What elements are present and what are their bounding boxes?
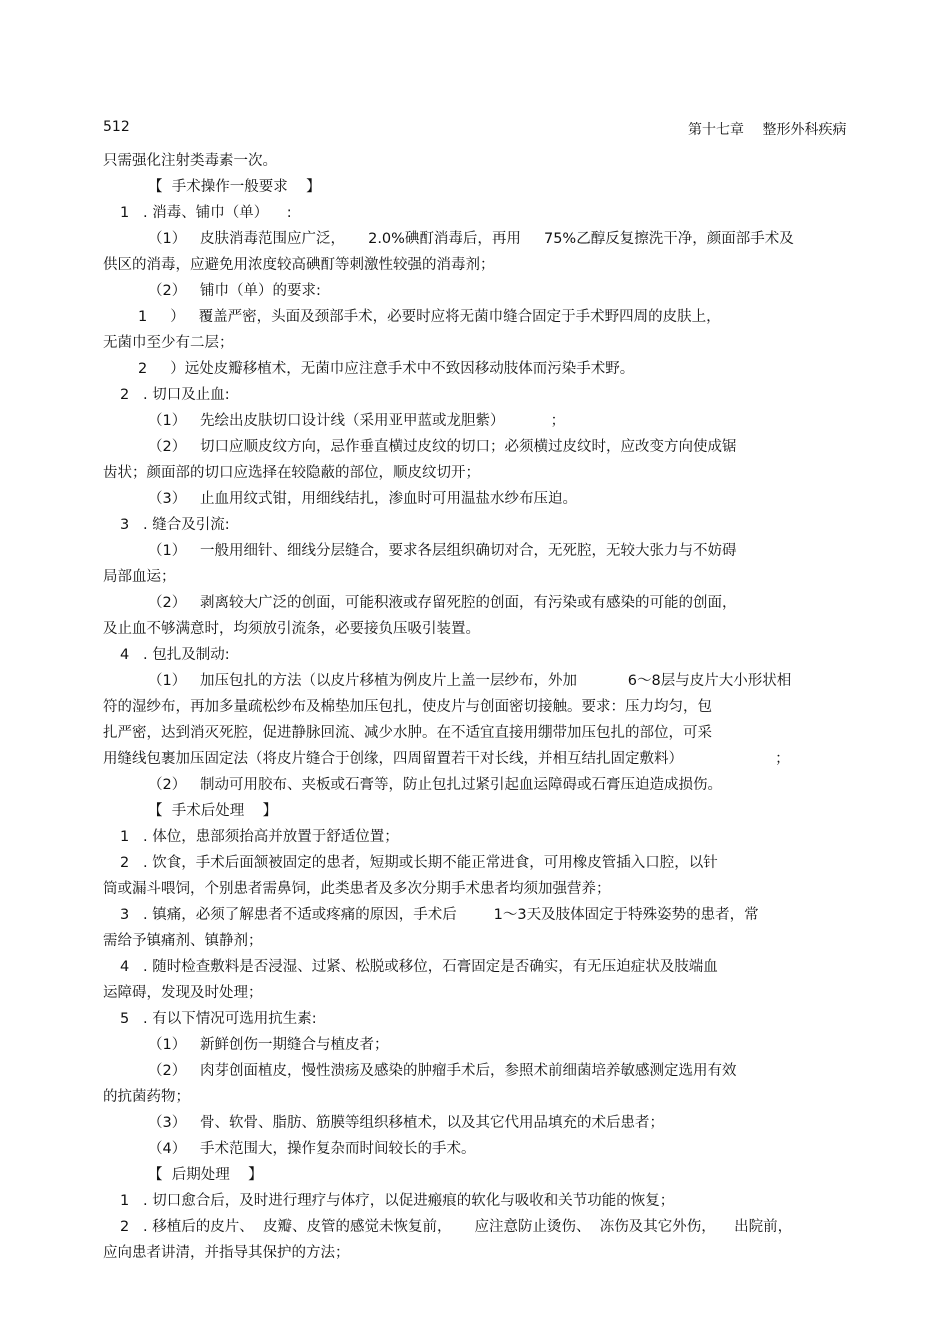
text-line: 3 . 缝合及引流: [120,517,230,533]
text-line: 需给予镇痛剂、镇静剂； [103,933,263,949]
text-line: 只需强化注射类毒素一次。 [103,153,277,169]
text-line: 扎严密，达到消灭死腔，促进静脉回流、减少水肿。在不适宜直接用绷带加压包扎的部位，可采 [103,725,712,741]
text-line: 运障碍，发现及时处理； [103,985,263,1001]
text-line: 2 . 移植后的皮片、 皮瓣、皮管的感觉未恢复前， 应注意防止烫伤、 冻伤及其它外伤， 出院前， [120,1219,793,1235]
text-line: 用缝线包裹加压固定法（将皮片缝合于创缘，四周留置若干对长线，并相互结扎固定敷料） ； [103,751,790,767]
section-heading: 【 手术操作一般要求 】 [148,179,321,195]
text-line: （2） 肉芽创面植皮，慢性溃疡及感染的肿瘤手术后，参照术前细菌培养敏感测定选用有效 [148,1063,737,1079]
text-line: 齿状；颜面部的切口应选择在较隐蔽的部位，顺皮纹切开； [103,465,480,481]
text-line: 4 . 随时检查敷料是否浸湿、过紧、松脱或移位，石膏固定是否确实，有无压迫症状及肢端血 [120,959,718,975]
text-line: （2） 切口应顺皮纹方向，忌作垂直横过皮纹的切口；必须横过皮纹时，应改变方向使成锯 [148,439,737,455]
text-line: 3 . 镇痛，必须了解患者不适或疼痛的原因，手术后 1～3天及肢体固定于特殊姿势的患者，常 [120,907,759,923]
text-line: （1） 皮肤消毒范围应广泛， 2.0%碘酊消毒后，再用 75%乙醇反复擦洗干净，颜面部手术及 [148,231,794,247]
text-line: （1） 新鲜创伤一期缝合与植皮者； [148,1037,389,1053]
text-line: 2 ）远处皮瓣移植术，无菌巾应注意手术中不致因移动肢体而污染手术野。 [138,361,635,377]
text-line: 符的湿纱布，再加多量疏松纱布及棉垫加压包扎，使皮片与创面密切接触。要求：压力均匀，包 [103,699,712,715]
text-line: （2） 制动可用胶布、夹板或石膏等，防止包扎过紧引起血运障碍或石膏压迫造成损伤。 [148,777,723,793]
text-line: （3） 止血用纹式钳，用细线结扎，渗血时可用温盐水纱布压迫。 [148,491,578,507]
text-line: 1 . 消毒、铺巾（单） : [120,205,292,221]
section-heading: 【 手术后处理 】 [148,803,278,819]
text-line: （3） 骨、软骨、脂肪、筋膜等组织移植术，以及其它代用品填充的术后患者； [148,1115,665,1131]
text-line: 4 . 包扎及制动: [120,647,230,663]
text-line: 1 ） 覆盖严密，头面及颈部手术，必要时应将无菌巾缝合固定于手术野四周的皮肤上， [138,309,721,325]
text-line: 无菌巾至少有二层； [103,335,234,351]
text-line: 1 . 切口愈合后，及时进行理疗与体疗，以促进瘢痕的软化与吸收和关节功能的恢复； [120,1193,675,1209]
section-heading: 【 后期处理 】 [148,1167,263,1183]
text-line: 1 . 体位，患部须抬高并放置于舒适位置； [120,829,399,845]
chapter-title: 第十七章 整形外科疾病 [688,122,847,138]
text-line: （4） 手术范围大，操作复杂而时间较长的手术。 [148,1141,476,1157]
page-number: 512 [103,119,130,135]
text-line: 的抗菌药物； [103,1089,190,1105]
text-line: 局部血运； [103,569,176,585]
text-line: 2 . 饮食，手术后面颔被固定的患者，短期或长期不能正常进食，可用橡皮管插入口腔，以针 [120,855,718,871]
text-line: 供区的消毒，应避免用浓度较高碘酊等刺激性较强的消毒剂； [103,257,495,273]
text-line: （2） 铺巾（单）的要求: [148,283,321,299]
text-line: （2） 剥离较大广泛的创面，可能积液或存留死腔的创面，有污染或有感染的可能的创面， [148,595,737,611]
text-line: （1） 加压包扎的方法（以皮片移植为例皮片上盖一层纱布，外加 6～8层与皮片大小形状相 [148,673,792,689]
text-line: 应向患者讲清，并指导其保护的方法； [103,1245,350,1261]
text-line: 筒或漏斗喂饲，个别患者需鼻饲，此类患者及多次分期手术患者均须加强营养； [103,881,611,897]
text-line: （1） 先绘出皮肤切口设计线（采用亚甲蓝或龙胆紫） ； [148,413,566,429]
text-line: （1） 一般用细针、细线分层缝合，要求各层组织确切对合，无死腔，无较大张力与不妨碍 [148,543,737,559]
text-line: 2 . 切口及止血: [120,387,230,403]
text-line: 5 . 有以下情况可选用抗生素: [120,1011,317,1027]
text-line: 及止血不够满意时，均须放引流条，必要接负压吸引装置。 [103,621,480,637]
